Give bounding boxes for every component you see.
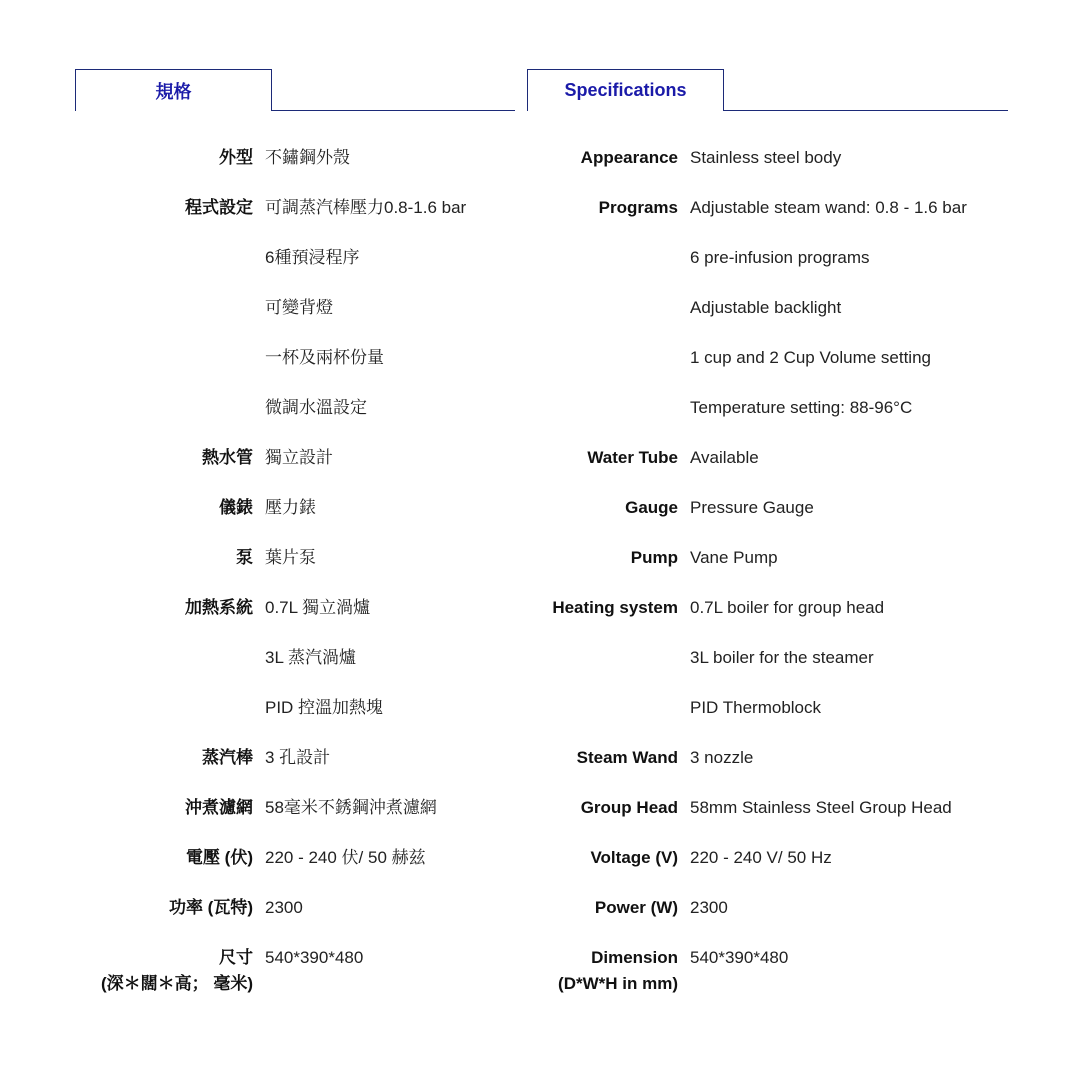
spec-value: 3L 蒸汽渦爐 <box>265 648 357 667</box>
spec-row <box>75 246 515 270</box>
tab-header-zh <box>75 69 515 111</box>
spec-row <box>75 396 515 420</box>
spec-row <box>527 896 1008 920</box>
spec-row <box>527 796 1008 820</box>
spec-value: 可變背燈 <box>265 298 333 317</box>
spec-label: 沖煮濾網 <box>185 798 253 817</box>
spec-value: 0.7L 獨立渦爐 <box>265 598 371 617</box>
spec-row <box>75 596 515 620</box>
spec-row <box>527 446 1008 470</box>
spec-table-zh <box>75 69 515 993</box>
spec-label: Water Tube <box>587 448 678 467</box>
spec-label: 蒸汽棒 <box>202 748 253 767</box>
spec-value: PID Thermoblock <box>690 698 822 717</box>
spec-label: Programs <box>598 198 678 217</box>
spec-label: Gauge <box>625 498 678 517</box>
spec-row <box>527 196 1008 220</box>
spec-value: Adjustable backlight <box>690 298 842 317</box>
spec-row <box>75 296 515 320</box>
spec-value: 一杯及兩杯份量 <box>265 348 384 367</box>
spec-value: 不鏽鋼外殼 <box>265 148 350 167</box>
spec-value: 6種預浸程序 <box>265 248 360 267</box>
spec-value: Pressure Gauge <box>690 498 814 517</box>
spec-label: 程式設定 <box>185 198 253 217</box>
spec-value: Stainless steel body <box>690 148 842 167</box>
spec-value: Available <box>690 448 759 467</box>
spec-value: 58mm Stainless Steel Group Head <box>690 798 952 817</box>
spec-row <box>75 446 515 470</box>
tab-title-en: Specifications <box>527 69 724 111</box>
spec-label: Voltage (V) <box>590 848 678 867</box>
spec-row <box>75 946 515 993</box>
spec-value: 獨立設計 <box>265 448 333 467</box>
spec-value: 6 pre-infusion programs <box>690 248 870 267</box>
spec-value: Adjustable steam wand: 0.8 - 1.6 bar <box>690 198 967 217</box>
spec-row <box>527 396 1008 420</box>
spec-label: Appearance <box>580 148 678 167</box>
spec-row <box>75 746 515 770</box>
spec-value: 2300 <box>265 898 303 917</box>
spec-label: Group Head <box>580 798 678 817</box>
spec-value: Vane Pump <box>690 548 778 567</box>
spec-row <box>527 696 1008 720</box>
spec-value: 220 - 240 伏/ 50 赫兹 <box>265 848 426 867</box>
tab-title-zh: 規格 <box>75 69 272 111</box>
spec-row <box>75 796 515 820</box>
spec-row <box>527 496 1008 520</box>
spec-value: 58毫米不銹鋼沖煮濾網 <box>265 798 437 817</box>
spec-table-en <box>527 69 1008 993</box>
spec-label: Steam Wand <box>576 748 678 767</box>
spec-label <box>75 946 253 996</box>
spec-value: 3 nozzle <box>690 748 754 767</box>
spec-value: 可調蒸汽棒壓力0.8-1.6 bar <box>265 198 467 217</box>
spec-value: 葉片泵 <box>265 548 316 567</box>
spec-label <box>527 946 678 996</box>
spec-row <box>527 746 1008 770</box>
spec-label: 功率 (瓦特) <box>168 898 253 917</box>
spec-value: 2300 <box>690 898 728 917</box>
spec-row <box>527 296 1008 320</box>
spec-value: 0.7L boiler for group head <box>690 598 885 617</box>
spec-label: 泵 <box>236 548 253 567</box>
spec-row <box>75 896 515 920</box>
spec-row <box>527 146 1008 170</box>
spec-label: 外型 <box>219 148 253 167</box>
spec-row <box>527 846 1008 870</box>
spec-value: 壓力錶 <box>265 498 316 517</box>
spec-value: 3L boiler for the steamer <box>690 648 874 667</box>
spec-row <box>75 346 515 370</box>
spec-label: 加熱系統 <box>185 598 253 617</box>
spec-value: 3 孔設計 <box>265 748 331 767</box>
spec-label-main: 尺寸 <box>219 948 253 967</box>
spec-label: Power (W) <box>594 898 678 917</box>
spec-row <box>75 196 515 220</box>
spec-label: Pump <box>630 548 678 567</box>
spec-value: PID 控溫加熱塊 <box>265 698 384 717</box>
spec-label-sub: (深＊闊＊高； 毫米) <box>100 974 253 993</box>
spec-row <box>75 646 515 670</box>
spec-label: 電壓 (伏) <box>185 848 253 867</box>
spec-row <box>527 646 1008 670</box>
spec-row <box>527 946 1008 993</box>
spec-value: 1 cup and 2 Cup Volume setting <box>690 348 931 367</box>
spec-label: Heating system <box>552 598 678 617</box>
spec-row <box>527 346 1008 370</box>
spec-value: 540*390*480 <box>690 948 789 967</box>
spec-label: 儀錶 <box>219 498 253 517</box>
tab-header-en <box>527 69 1008 111</box>
spec-value: 540*390*480 <box>265 948 364 967</box>
spec-row <box>527 596 1008 620</box>
spec-row <box>75 846 515 870</box>
spec-row <box>75 696 515 720</box>
spec-row <box>527 246 1008 270</box>
spec-row <box>75 146 515 170</box>
spec-label-sub: (D*W*H in mm) <box>558 974 678 993</box>
spec-row <box>527 546 1008 570</box>
spec-value: Temperature setting: 88-96°C <box>690 398 913 417</box>
spec-row <box>75 546 515 570</box>
spec-value: 220 - 240 V/ 50 Hz <box>690 848 832 867</box>
spec-row <box>75 496 515 520</box>
spec-value: 微調水溫設定 <box>265 398 367 417</box>
spec-label: 熱水管 <box>202 448 253 467</box>
spec-label-main: Dimension <box>591 948 678 967</box>
